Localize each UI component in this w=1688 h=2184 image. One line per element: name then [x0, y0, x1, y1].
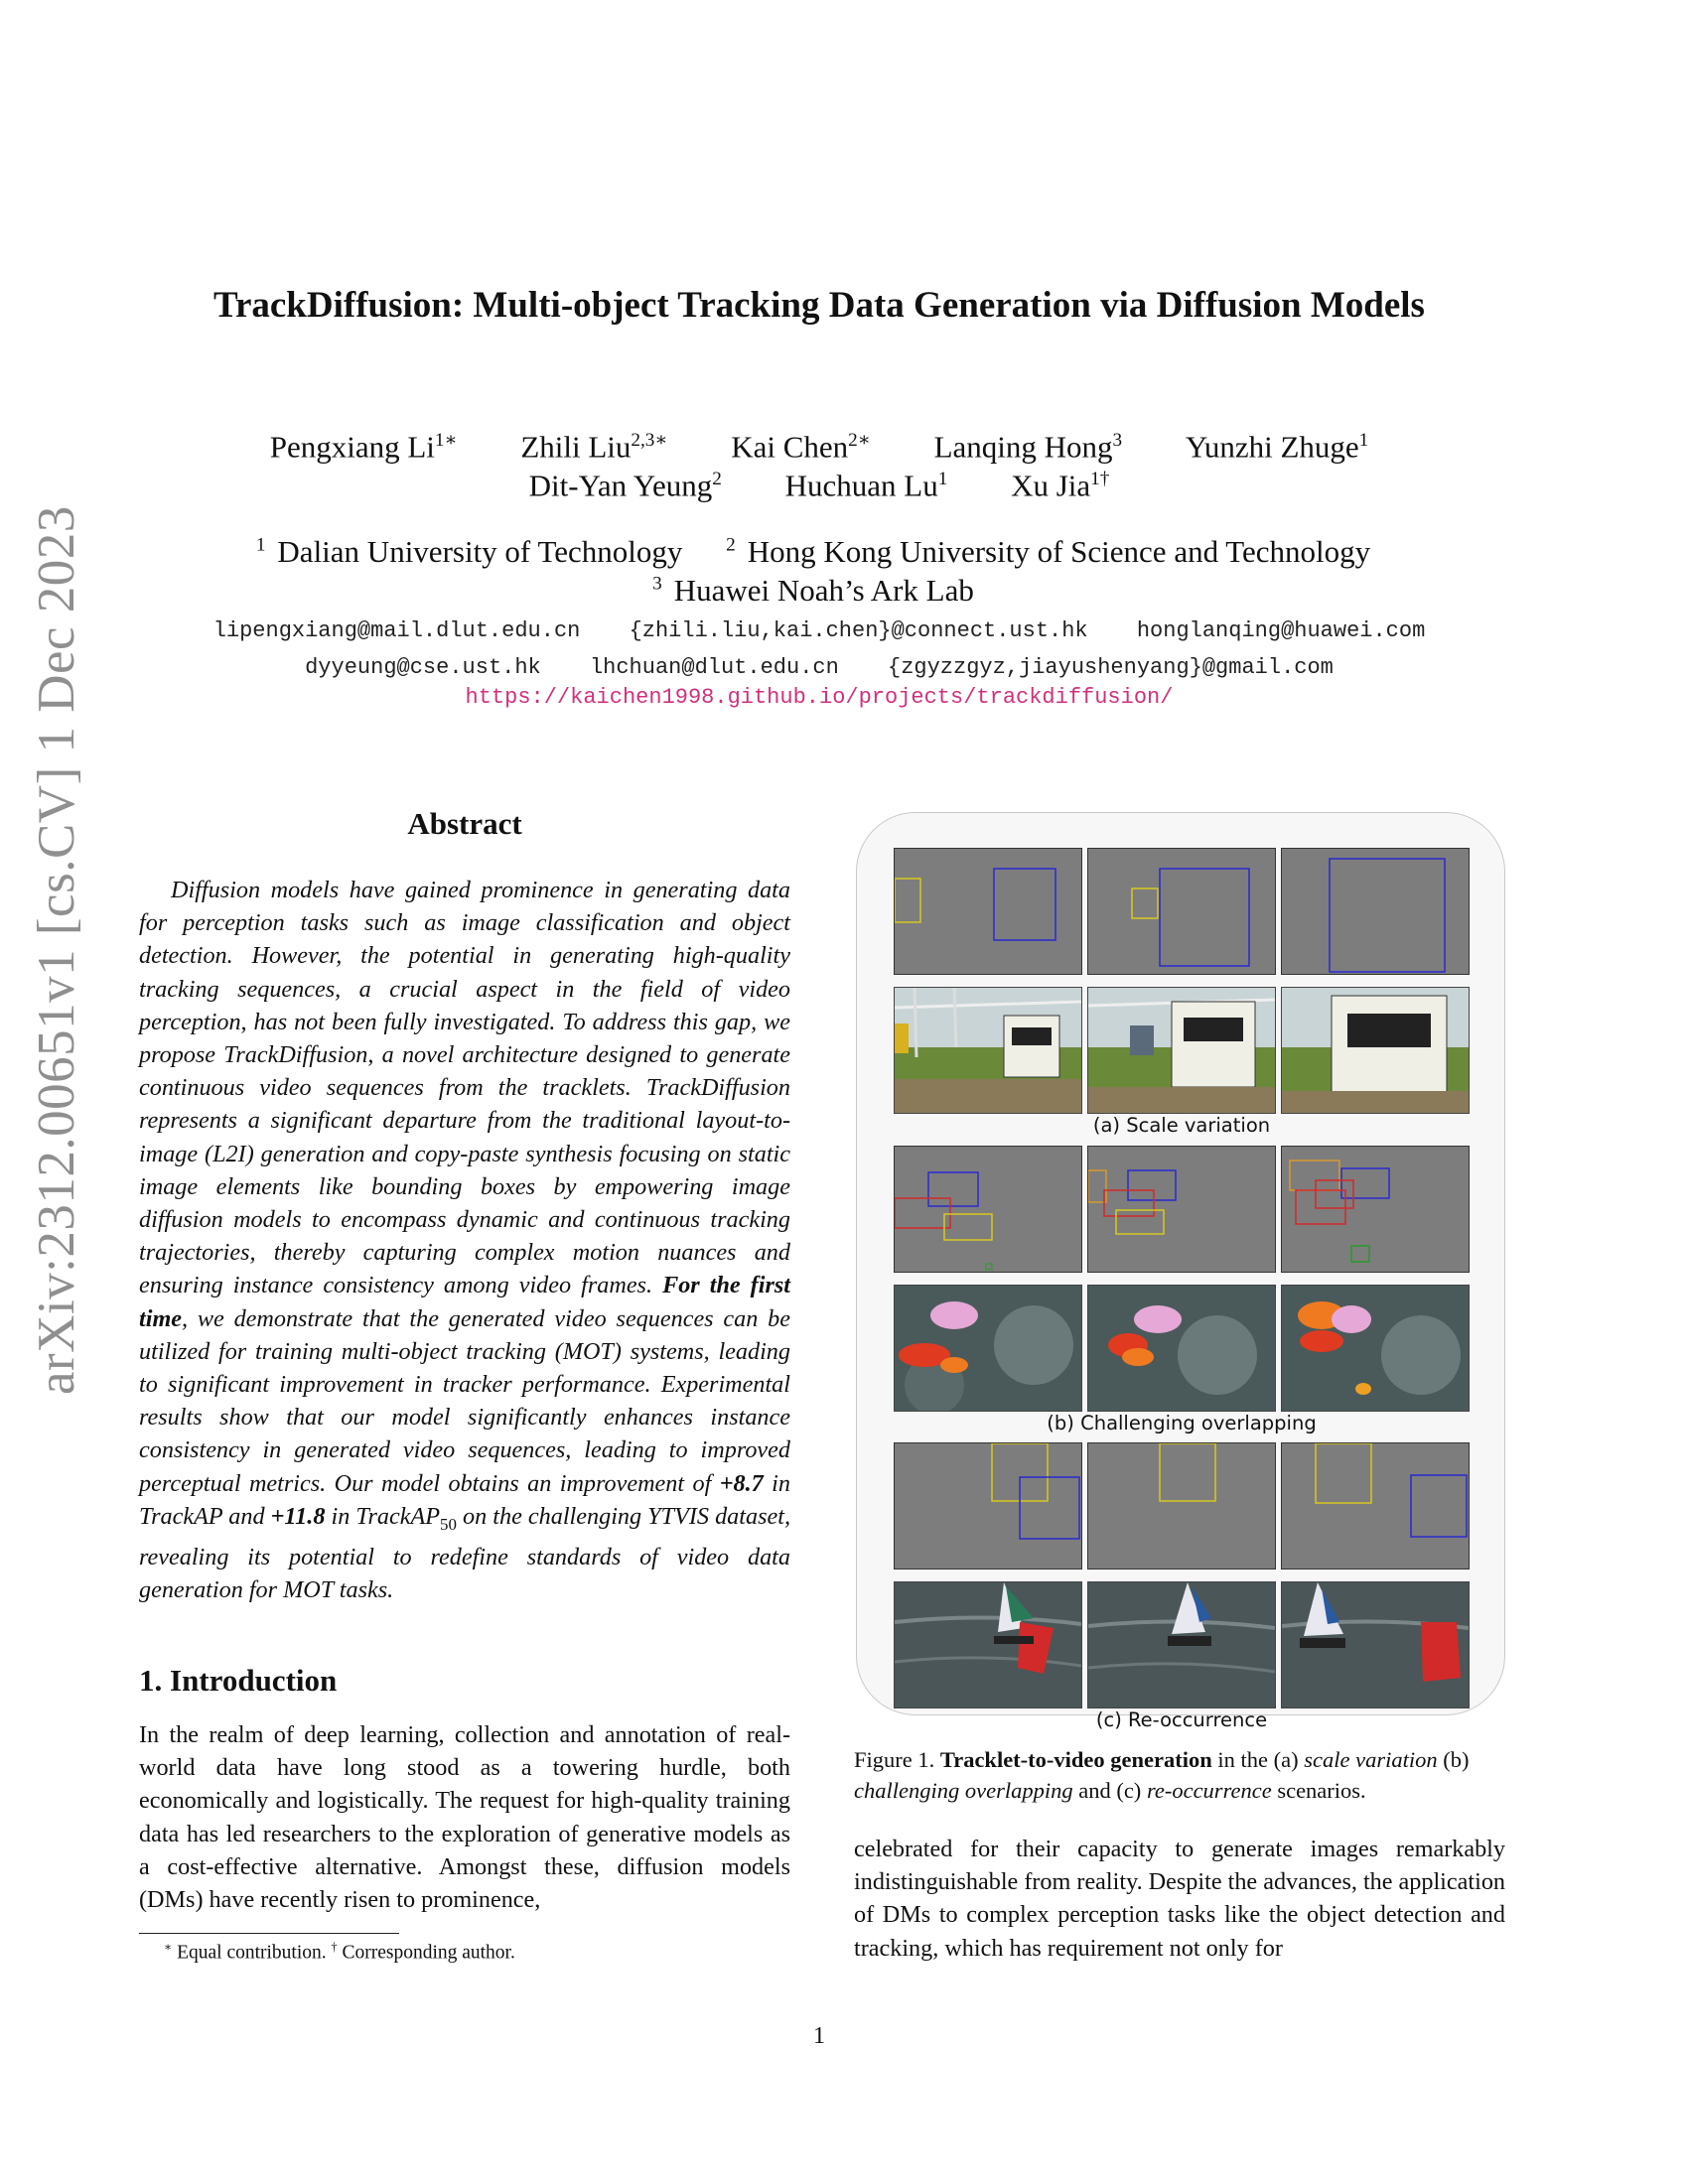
paper-title: TrackDiffusion: Multi-object Tracking Data Generation via Diffusion Models: [213, 285, 1425, 326]
generated-frame-fish: [894, 1285, 1082, 1412]
subfigure-label-a: (a) Scale variation: [1092, 1114, 1271, 1137]
email: {zgyzzgyz,jiayushenyang}@gmail.com: [888, 655, 1334, 680]
layout-frame: [1087, 1442, 1276, 1570]
author: Lanqing Hong$^3$: [933, 429, 1123, 465]
author: Xu Jia$^{1\dagger}$: [1011, 468, 1110, 503]
generated-frame-boat: [1281, 1581, 1470, 1708]
footnote: ∗ Equal contribution. † Corresponding author.: [164, 1940, 515, 1964]
authors-line-2: [0, 460, 1638, 505]
email: dyyeung@cse.ust.hk: [305, 655, 541, 680]
layout-frame: [1281, 1442, 1470, 1570]
generated-frame-fish: [1281, 1285, 1470, 1412]
figure-1: [856, 812, 1505, 1731]
layout-frame: [1281, 848, 1470, 975]
email: lipengxiang@mail.dlut.edu.cn: [212, 618, 581, 643]
abstract-heading: Abstract: [407, 806, 522, 841]
generated-frame-fish: [1087, 1285, 1276, 1412]
email: honglanqing@huawei.com: [1136, 618, 1426, 643]
affiliation: $^1$ Dalian University of Technology: [255, 534, 683, 570]
intro-text: In the realm of deep learning, collection and annotation of real-world data have long stood as a towering hurdle, both economically and logistically. The request for high-quality training data has led researchers to the exploration of generative models as a cost-effective alternative. Amongst these, diffusion models (DMs) have recently risen to prominence,: [139, 1721, 790, 1914]
layout-frame: [894, 1146, 1082, 1273]
layout-frame: [1087, 1146, 1276, 1273]
author: Yunzhi Zhuge$^1$: [1185, 429, 1369, 465]
author: Zhili Liu$^{2,3∗}$: [520, 429, 668, 465]
author: Kai Chen$^{2∗}$: [731, 429, 871, 465]
affiliation: $^3$ Huawei Noah’s Ark Lab: [652, 573, 974, 609]
affiliation: $^2$ Hong Kong University of Science and Technology: [726, 534, 1371, 570]
email: lhchuan@dlut.edu.cn: [589, 655, 839, 680]
generated-frame-train: [1281, 987, 1470, 1114]
subfigure-label-b: (b) Challenging overlapping: [1047, 1412, 1317, 1434]
right-column-text: celebrated for their capacity to generate images remarkably indistinguishable from reality. Despite the advances, the application of DMs to complex perception tasks like the object detection and tracking, which has requirement not only for: [854, 1836, 1506, 1962]
page-number: 1: [813, 2023, 825, 2049]
layout-frame: [894, 848, 1082, 975]
intro-heading: 1. Introduction: [139, 1663, 338, 1698]
subfigure-label-c: (c) Re-occurrence: [1095, 1708, 1268, 1731]
generated-frame-train: [1087, 987, 1276, 1114]
abstract-text: Diffusion models have gained prominence in generating data for perception tasks such as image classification and object detection. However, the potential in generating high-quality tracking sequences, a crucial aspect in the field of video perception, has not been fully investigated. To address this gap, we propose TrackDiffusion, a novel architecture designed to generate continuous video sequences from the tracklets. TrackDiffusion represents a significant departure from the traditional layout-to-image (L2I) generation and copy-paste synthesis focusing on static image elements like bounding boxes by empowering image diffusion models to encompass dynamic and continuous tracking trajectories, thereby capturing complex motion nuances and ensuring instance consistency among video frames. For the first time, we demonstrate that the generated video sequences can be utilized for training multi-object tracking (MOT) systems, leading to significant improvement in tracker performance. Experimental results show that our model significantly enhances instance consistency in generated video sequences, leading to improved perceptual metrics. Our model obtains an improvement of +8.7 in TrackAP and +11.8 in TrackAP$_{50}$ on the challenging YTVIS dataset, revealing its potential to redefine standards of video data generation for MOT tasks.: [139, 877, 790, 1604]
layout-frame: [1087, 848, 1276, 975]
project-url-link[interactable]: https://kaichen1998.github.io/projects/trackdiffusion/: [465, 685, 1174, 710]
generated-frame-boat: [1087, 1581, 1276, 1708]
generated-frame-train: [894, 987, 1082, 1114]
layout-frame: [894, 1442, 1082, 1570]
author: Huchuan Lu$^1$: [784, 468, 948, 503]
generated-frame-boat: [894, 1581, 1082, 1708]
emails-line-1: [0, 613, 1638, 649]
arxiv-stamp: arXiv:2312.00651v1 [cs.CV] 1 Dec 2023: [28, 505, 85, 1395]
affiliations-line-2: [0, 565, 1638, 611]
author: Pengxiang $Li^{1∗}$: [269, 429, 458, 465]
layout-frame: [1281, 1146, 1470, 1273]
email: {zhili.liu,kai.chen}@connect.ust.hk: [629, 618, 1088, 643]
author: Dit-Yan Yeung$^2$: [528, 468, 722, 503]
figure-caption: Figure 1. Tracklet-to-video generation in the (a) scale variation (b) challenging overlapping and (c) re-occurrence scenarios.: [854, 1747, 1470, 1803]
project-url-line: [0, 679, 1638, 716]
footnote-rule: [139, 1933, 399, 1934]
